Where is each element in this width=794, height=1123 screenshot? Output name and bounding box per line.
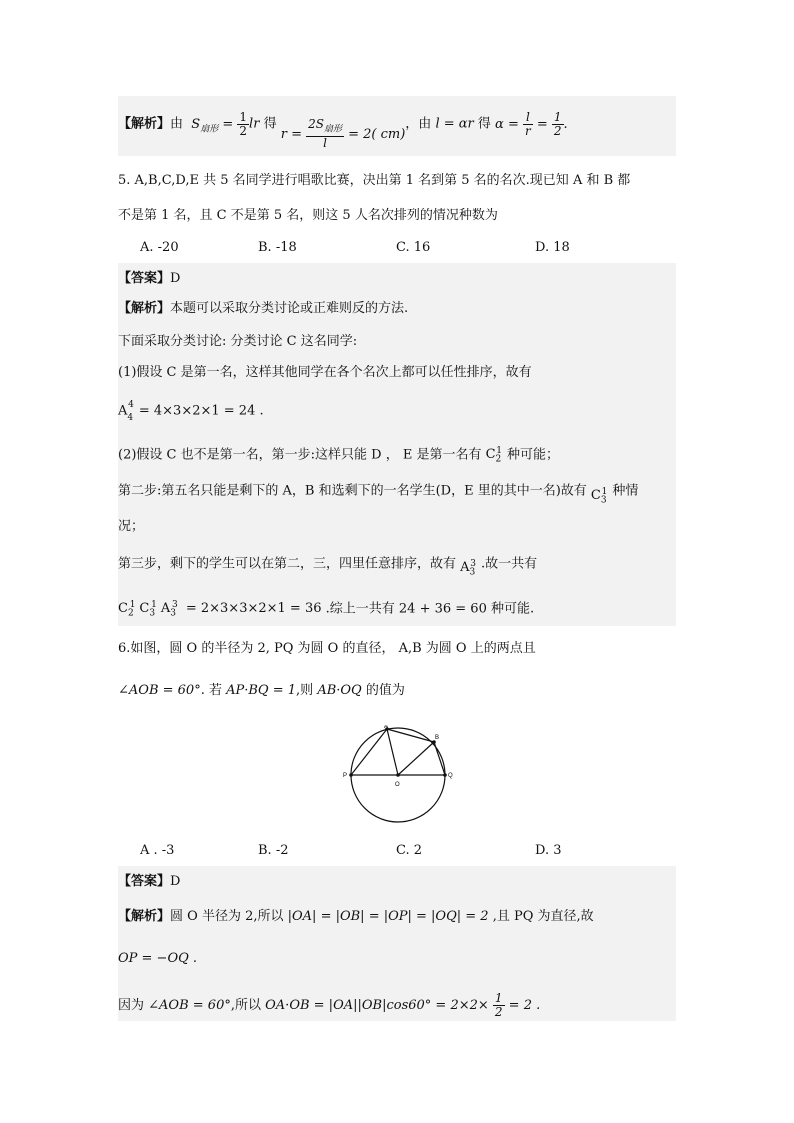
q5-line1: 5. A,B,C,D,E 共 5 名同学进行唱歌比赛，决出第 1 名到第 5 名的名次.现已知 A 和 B 都 — [118, 173, 631, 188]
q5-option-c: C. 16 — [396, 240, 431, 255]
analysis-prev-line — [118, 108, 568, 151]
q6-option-a: A . -3 — [140, 843, 175, 858]
q6-option-d: D. 3 — [535, 843, 562, 858]
formula-r: r = $\frac{2S_{扇形}}{l}$ = 2( cm) — [280, 117, 406, 151]
q5-answer — [118, 270, 180, 288]
text: ,所以 — [230, 998, 261, 1013]
formula-lr: lr — [249, 116, 260, 132]
text: 种可能； — [507, 447, 560, 463]
label-b: B — [435, 735, 440, 741]
label-o: O — [395, 782, 400, 788]
formula-alpha: α = $\frac{l}{r}$ = $\frac{1}{2}$ . — [495, 109, 568, 138]
text: 得 — [477, 116, 491, 132]
point-o — [396, 773, 400, 777]
answer-tag: 【答案】 — [118, 874, 171, 889]
q5-option-b: B. -18 — [258, 240, 297, 255]
text: 第三步，剩下的学生可以在第二，三，四里任意排序，故有 — [118, 556, 457, 572]
text: 本题可以采取分类讨论或正难则反的方法. — [170, 301, 409, 316]
text: 第二步:第五名只能是剩下的 A，B 和选剩下的一名学生(D，E 里的其中一名)故有 — [118, 483, 587, 499]
q6-option-c: C. 2 — [396, 843, 423, 858]
text: 种情 — [612, 483, 639, 499]
analysis-tag: 【解析】 — [118, 116, 171, 132]
q5-analysis8 — [118, 551, 537, 578]
segment-ab — [387, 729, 434, 742]
point-q — [443, 773, 447, 777]
q5-option-d: D. 18 — [535, 240, 570, 255]
q5-analysis7: 况； — [118, 519, 145, 534]
text: 圆 O 半径为 2,所以 — [170, 909, 284, 924]
q6-analysis3 — [118, 991, 541, 1019]
answer-value: D — [170, 874, 181, 889]
segment-bq — [434, 742, 445, 775]
segment-ao — [387, 729, 398, 775]
formula-total: $C_2^1$ $C_3^1$ $A_3^3 = 2\times 3\times 3\times 2\times 1 = 36$ — [118, 600, 322, 619]
text: ,则 — [296, 683, 314, 698]
q5-analysis9 — [118, 596, 534, 623]
q5-analysis2: 下面采取分类讨论: 分类讨论 C 这名同学: — [118, 334, 358, 349]
frac-half: $\frac{1}{2}$ — [239, 109, 248, 138]
analysis-tag: 【解析】 — [118, 301, 171, 316]
q5-line2: 不是第 1 名，且 C 不是第 5 名，则这 5 人名次排列的情况种数为 — [118, 208, 498, 223]
label-a: A — [384, 725, 389, 730]
q5-analysis5 — [118, 442, 559, 469]
formula-a33: $A_3^3$ — [460, 559, 477, 578]
q5-analysis4-formula: $A_4^4 = 4\times 3\times 2\times 1 = 24$ . — [118, 400, 264, 423]
text: . 若 — [200, 683, 222, 698]
label-q: Q — [448, 773, 453, 779]
text: 由 — [170, 116, 184, 132]
formula-s: $S_{扇形}$ = — [187, 116, 238, 135]
point-p — [349, 773, 353, 777]
answer-tag: 【答案】 — [118, 271, 171, 286]
formula-dot-product: OA·OB = |OA||OB|cos60° = 2×2× $\frac{1}{2}$ = 2 . — [265, 991, 541, 1019]
formula-l: l = αr — [435, 116, 474, 132]
formula-dot1: AP·BQ = 1 — [226, 683, 297, 698]
q5-analysis1 — [118, 300, 408, 318]
q5-option-a: A. -20 — [140, 240, 179, 255]
text: 的值为 — [365, 683, 405, 698]
q6-analysis2-formula: OP = −OQ . — [118, 951, 198, 966]
q6-line1: 6.如图，圆 O 的半径为 2, PQ 为圆 O 的直径， A,B 为圆 O 上的两点且 — [118, 641, 536, 656]
formula-dot2: AB·OQ — [317, 683, 362, 698]
text: .故一共有 — [481, 556, 538, 572]
formula-norms: |OA| = |OB| = |OP| = |OQ| = 2 — [287, 909, 493, 924]
q6-analysis1 — [118, 908, 594, 926]
q6-answer — [118, 873, 180, 891]
q5-analysis6 — [118, 478, 638, 505]
text: ,且 PQ 为直径,故 — [492, 909, 594, 924]
q6-line2 — [118, 682, 405, 700]
q6-option-b: B. -2 — [258, 843, 289, 858]
circle-figure — [338, 725, 468, 835]
label-p: P — [343, 773, 348, 779]
text: 因为 — [118, 998, 145, 1013]
text: (2)假设 C 也不是第一名，第一步:这样只能 D ， E 是第一名有 — [118, 447, 482, 463]
formula-c31: $C_3^1$ — [590, 487, 608, 506]
q5-analysis3: (1)假设 C 是第一名，这样其他同学在各个名次上都可以任性排序，故有 — [118, 365, 532, 380]
text: ，由 — [405, 116, 432, 132]
analysis-tag: 【解析】 — [118, 909, 171, 924]
segment-ob — [398, 742, 434, 775]
formula-angle: ∠AOB = 60° — [148, 998, 231, 1013]
text: .综上一共有 24 + 36 = 60 种可能. — [325, 601, 535, 617]
angle-aob: ∠AOB = 60° — [118, 683, 201, 698]
answer-value: D — [170, 271, 181, 286]
formula-c21: $C_2^1$ — [485, 446, 503, 465]
text: 得 — [263, 116, 277, 132]
